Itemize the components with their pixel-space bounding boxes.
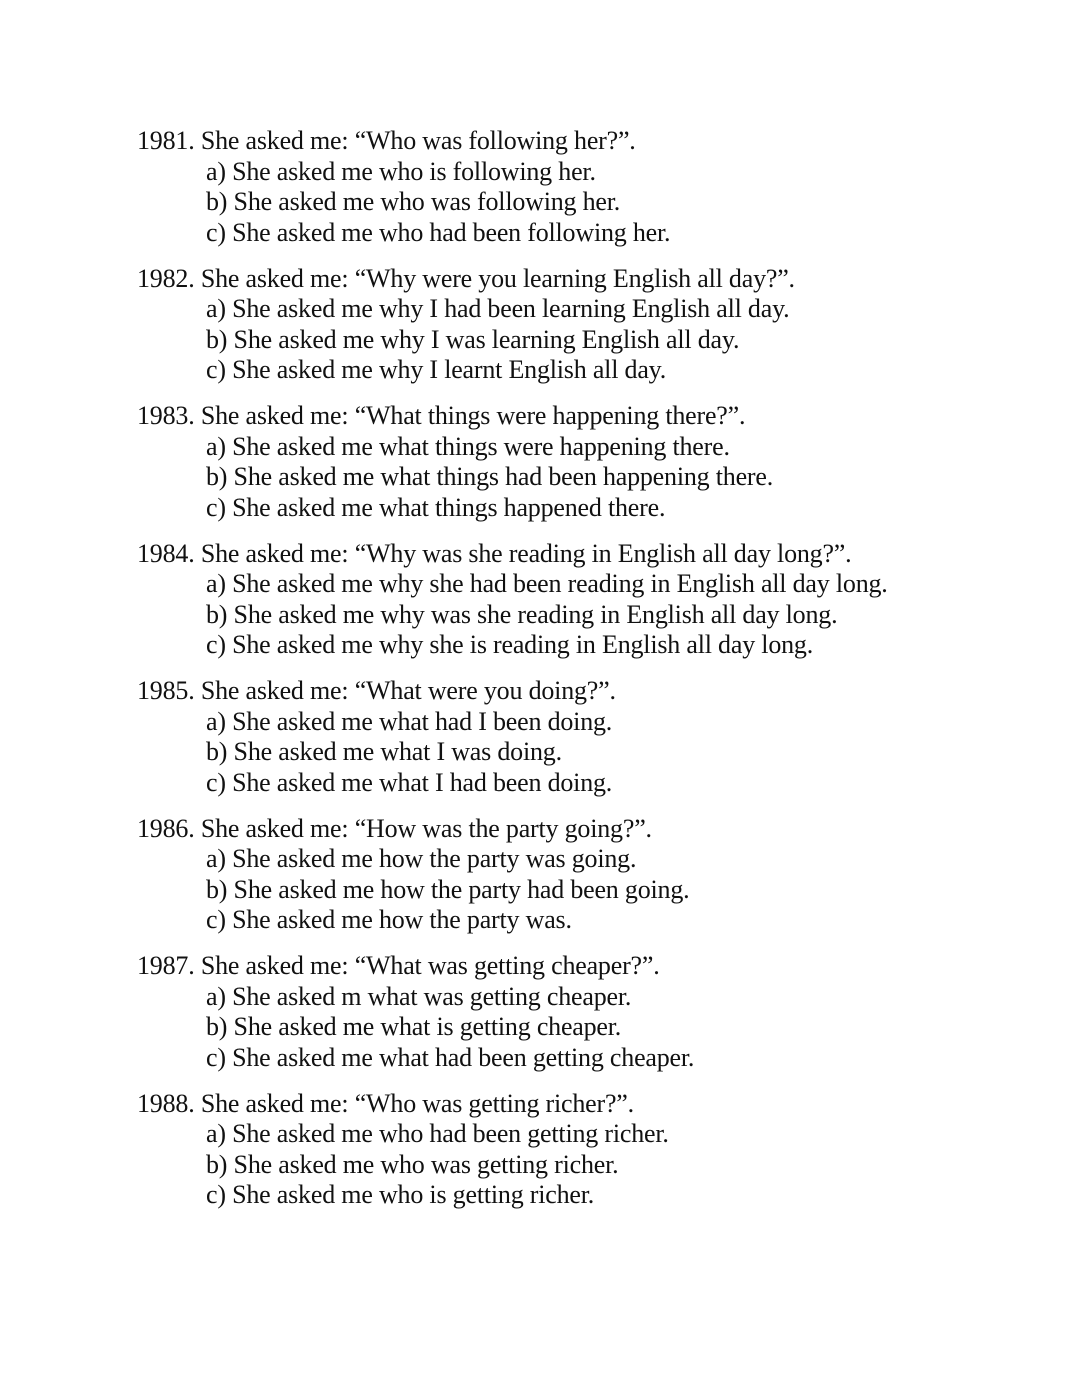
question-prompt [137,1089,1080,1120]
option-a: a) She asked me who is following her. [206,156,596,186]
option-b: b) She asked me who was getting richer. [206,1149,619,1179]
option-b: b) She asked me who was following her. [206,187,621,216]
question-1983 [0,401,1080,523]
question-prompt [137,264,1080,295]
question-text: She asked me: “How was the party going?”. [200,813,652,843]
option-a: a) She asked me what things were happening there. [206,431,730,461]
option-c: c) She asked me what things happened there. [206,492,666,522]
question-number: 1981. [137,126,195,155]
option-a: a) She asked me why I had been learning English all day. [206,294,790,323]
question-prompt [137,401,1080,432]
question-prompt [137,676,1080,707]
question-number: 1982. [137,263,195,293]
option-a: a) She asked me why she had been reading in English all day long. [206,569,888,598]
option-a: a) She asked m what was getting cheaper. [206,981,632,1011]
option-c: c) She asked me why she is reading in English all day long. [206,630,814,659]
option-c: c) She asked me how the party was. [206,905,572,934]
option-b: b) She asked me what I was doing. [206,737,562,766]
option-c: c) She asked me what I had been doing. [206,767,613,797]
exercise-page [0,126,1080,1226]
option-c: c) She asked me who had been following her. [206,217,671,247]
question-text: She asked me: “What were you doing?”. [200,676,616,705]
question-number: 1983. [137,401,195,430]
question-number: 1986. [137,813,195,843]
question-text: She asked me: “Why was she reading in English all day long?”. [200,538,852,568]
question-text: She asked me: “Why were you learning English all day?”. [200,263,795,293]
question-prompt [137,126,1080,157]
question-prompt [137,539,1080,570]
question-1981 [0,126,1080,248]
question-1985 [0,676,1080,798]
option-c: c) She asked me who is getting richer. [206,1180,595,1209]
question-text: She asked me: “What things were happening there?”. [200,401,746,430]
option-b: b) She asked me what things had been happening there. [206,462,774,491]
question-1987 [0,951,1080,1073]
option-b: b) She asked me how the party had been going. [206,874,690,904]
question-number: 1988. [137,1088,195,1118]
option-b: b) She asked me what is getting cheaper. [206,1012,622,1041]
option-b: b) She asked me why I was learning English all day. [206,324,740,354]
question-text: She asked me: “Who was following her?”. [200,126,636,155]
question-number: 1984. [137,538,195,568]
option-c: c) She asked me what had been getting cheaper. [206,1042,695,1072]
question-1988 [0,1089,1080,1211]
option-a: a) She asked me how the party was going. [206,844,637,873]
option-a: a) She asked me what had I been doing. [206,706,613,736]
question-text: She asked me: “What was getting cheaper?”. [200,951,660,980]
option-b: b) She asked me why was she reading in English all day long. [206,599,838,629]
question-prompt [137,951,1080,982]
option-a: a) She asked me who had been getting richer. [206,1119,669,1148]
question-1984 [0,539,1080,661]
option-c: c) She asked me why I learnt English all day. [206,355,667,384]
question-1982 [0,264,1080,386]
question-prompt [137,814,1080,845]
question-text: She asked me: “Who was getting richer?”. [200,1088,634,1118]
question-1986 [0,814,1080,936]
question-number: 1985. [137,676,195,705]
question-number: 1987. [137,951,195,980]
